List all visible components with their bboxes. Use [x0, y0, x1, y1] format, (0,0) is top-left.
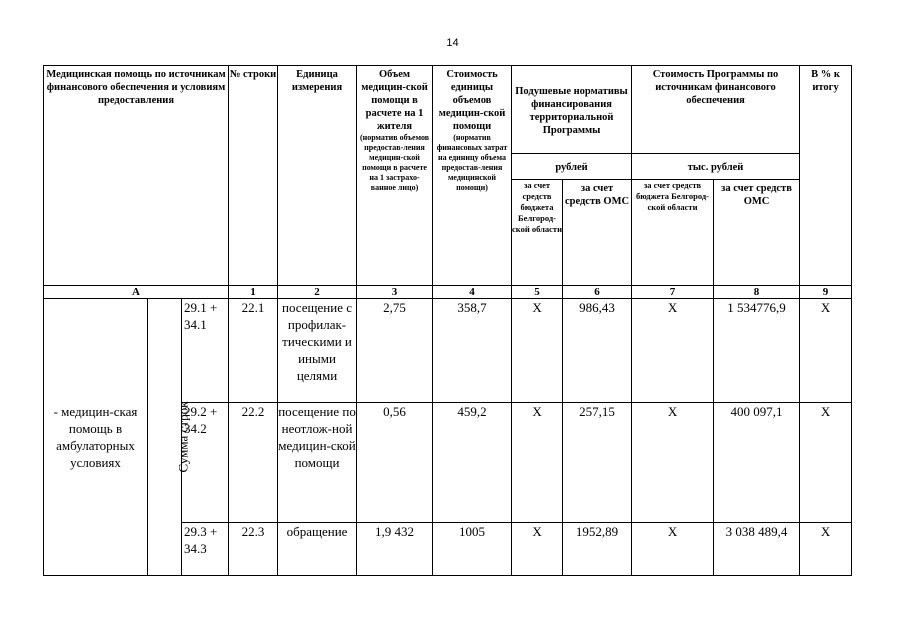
row-c3: 0,56 [357, 403, 433, 523]
row-c5: Х [512, 403, 563, 523]
row-c7: Х [632, 403, 714, 523]
row-c7: Х [632, 299, 714, 403]
sum-label-cell [148, 299, 191, 576]
header-col-7: за счет средств бюджета Белгород-ской области [632, 180, 714, 286]
row-c3: 1,9 432 [357, 523, 433, 576]
row-c4: 358,7 [433, 299, 512, 403]
header-col-56-group: Подушевые нормативы финансирования территориальной Программы [512, 66, 632, 154]
header-col-3-main: Объем медицин-ской помощи в расчете на 1 жителя [361, 69, 428, 132]
row-c9: Х [800, 523, 852, 576]
funding-table [43, 65, 852, 576]
index-cell: 7 [632, 286, 714, 299]
row-c8: 3 038 489,4 [714, 523, 800, 576]
row-unit: обращение [278, 523, 357, 576]
header-col-3-note: (норматив объемов предостав-ления медицин-ской помощи в расчете на 1 застрахо-ванное лицо) [359, 133, 430, 192]
table-row [44, 299, 852, 403]
row-unit: посещение по неотлож-ной медицин-ской помощи [278, 403, 357, 523]
index-row [44, 286, 852, 299]
header-col-5: за счет средств бюджета Белгород-ской области [512, 180, 563, 286]
row-c8: 400 097,1 [714, 403, 800, 523]
header-col-a: Медицинская помощь по источникам финансового обеспечения и условиям предоставления [44, 66, 229, 286]
row-c5: Х [512, 523, 563, 576]
index-cell: 5 [512, 286, 563, 299]
row-c9: Х [800, 403, 852, 523]
header-row-1 [44, 66, 852, 154]
row-c7: Х [632, 523, 714, 576]
section-label: - медицин-ская помощь в амбулаторных условиях [44, 299, 148, 576]
header-col-56-unit: рублей [512, 154, 632, 180]
row-unit: посещение с профилак-тическими и иными целями [278, 299, 357, 403]
row-ref: 29.2 + 34.2 [182, 403, 229, 523]
index-cell: А [44, 286, 229, 299]
header-col-2: Единица измерения [278, 66, 357, 286]
header-col-6: за счет средств ОМС [563, 180, 632, 286]
header-col-1: № строки [229, 66, 278, 286]
row-c3: 2,75 [357, 299, 433, 403]
index-cell: 2 [278, 286, 357, 299]
row-c4: 1005 [433, 523, 512, 576]
row-c4: 459,2 [433, 403, 512, 523]
row-num: 22.2 [229, 403, 278, 523]
row-num: 22.1 [229, 299, 278, 403]
row-c6: 986,43 [563, 299, 632, 403]
header-col-78-unit: тыс. рублей [632, 154, 800, 180]
header-col-9: В % к итогу [800, 66, 852, 286]
header-col-8: за счет средств ОМС [714, 180, 800, 286]
header-col-4 [433, 66, 512, 286]
index-cell: 9 [800, 286, 852, 299]
page-number: 14 [446, 37, 459, 49]
row-c6: 257,15 [563, 403, 632, 523]
index-cell: 4 [433, 286, 512, 299]
index-cell: 3 [357, 286, 433, 299]
index-cell: 6 [563, 286, 632, 299]
header-col-4-note: (норматив финансовых затрат на единицу объема предостав-ления медицинской помощи) [436, 133, 508, 192]
header-col-3 [357, 66, 433, 286]
row-ref: 29.1 + 34.1 [182, 299, 229, 403]
index-cell: 1 [229, 286, 278, 299]
row-c9: Х [800, 299, 852, 403]
index-cell: 8 [714, 286, 800, 299]
header-col-78-group: Стоимость Программы по источникам финансового обеспечения [632, 66, 800, 154]
header-col-4-main: Стоимость единицы объемов медицин-ской помощи [438, 69, 506, 132]
row-num: 22.3 [229, 523, 278, 576]
sum-label: Сумма строк [175, 401, 191, 473]
row-ref: 29.3 + 34.3 [182, 523, 229, 576]
row-c6: 1952,89 [563, 523, 632, 576]
row-c8: 1 534776,9 [714, 299, 800, 403]
row-c5: Х [512, 299, 563, 403]
